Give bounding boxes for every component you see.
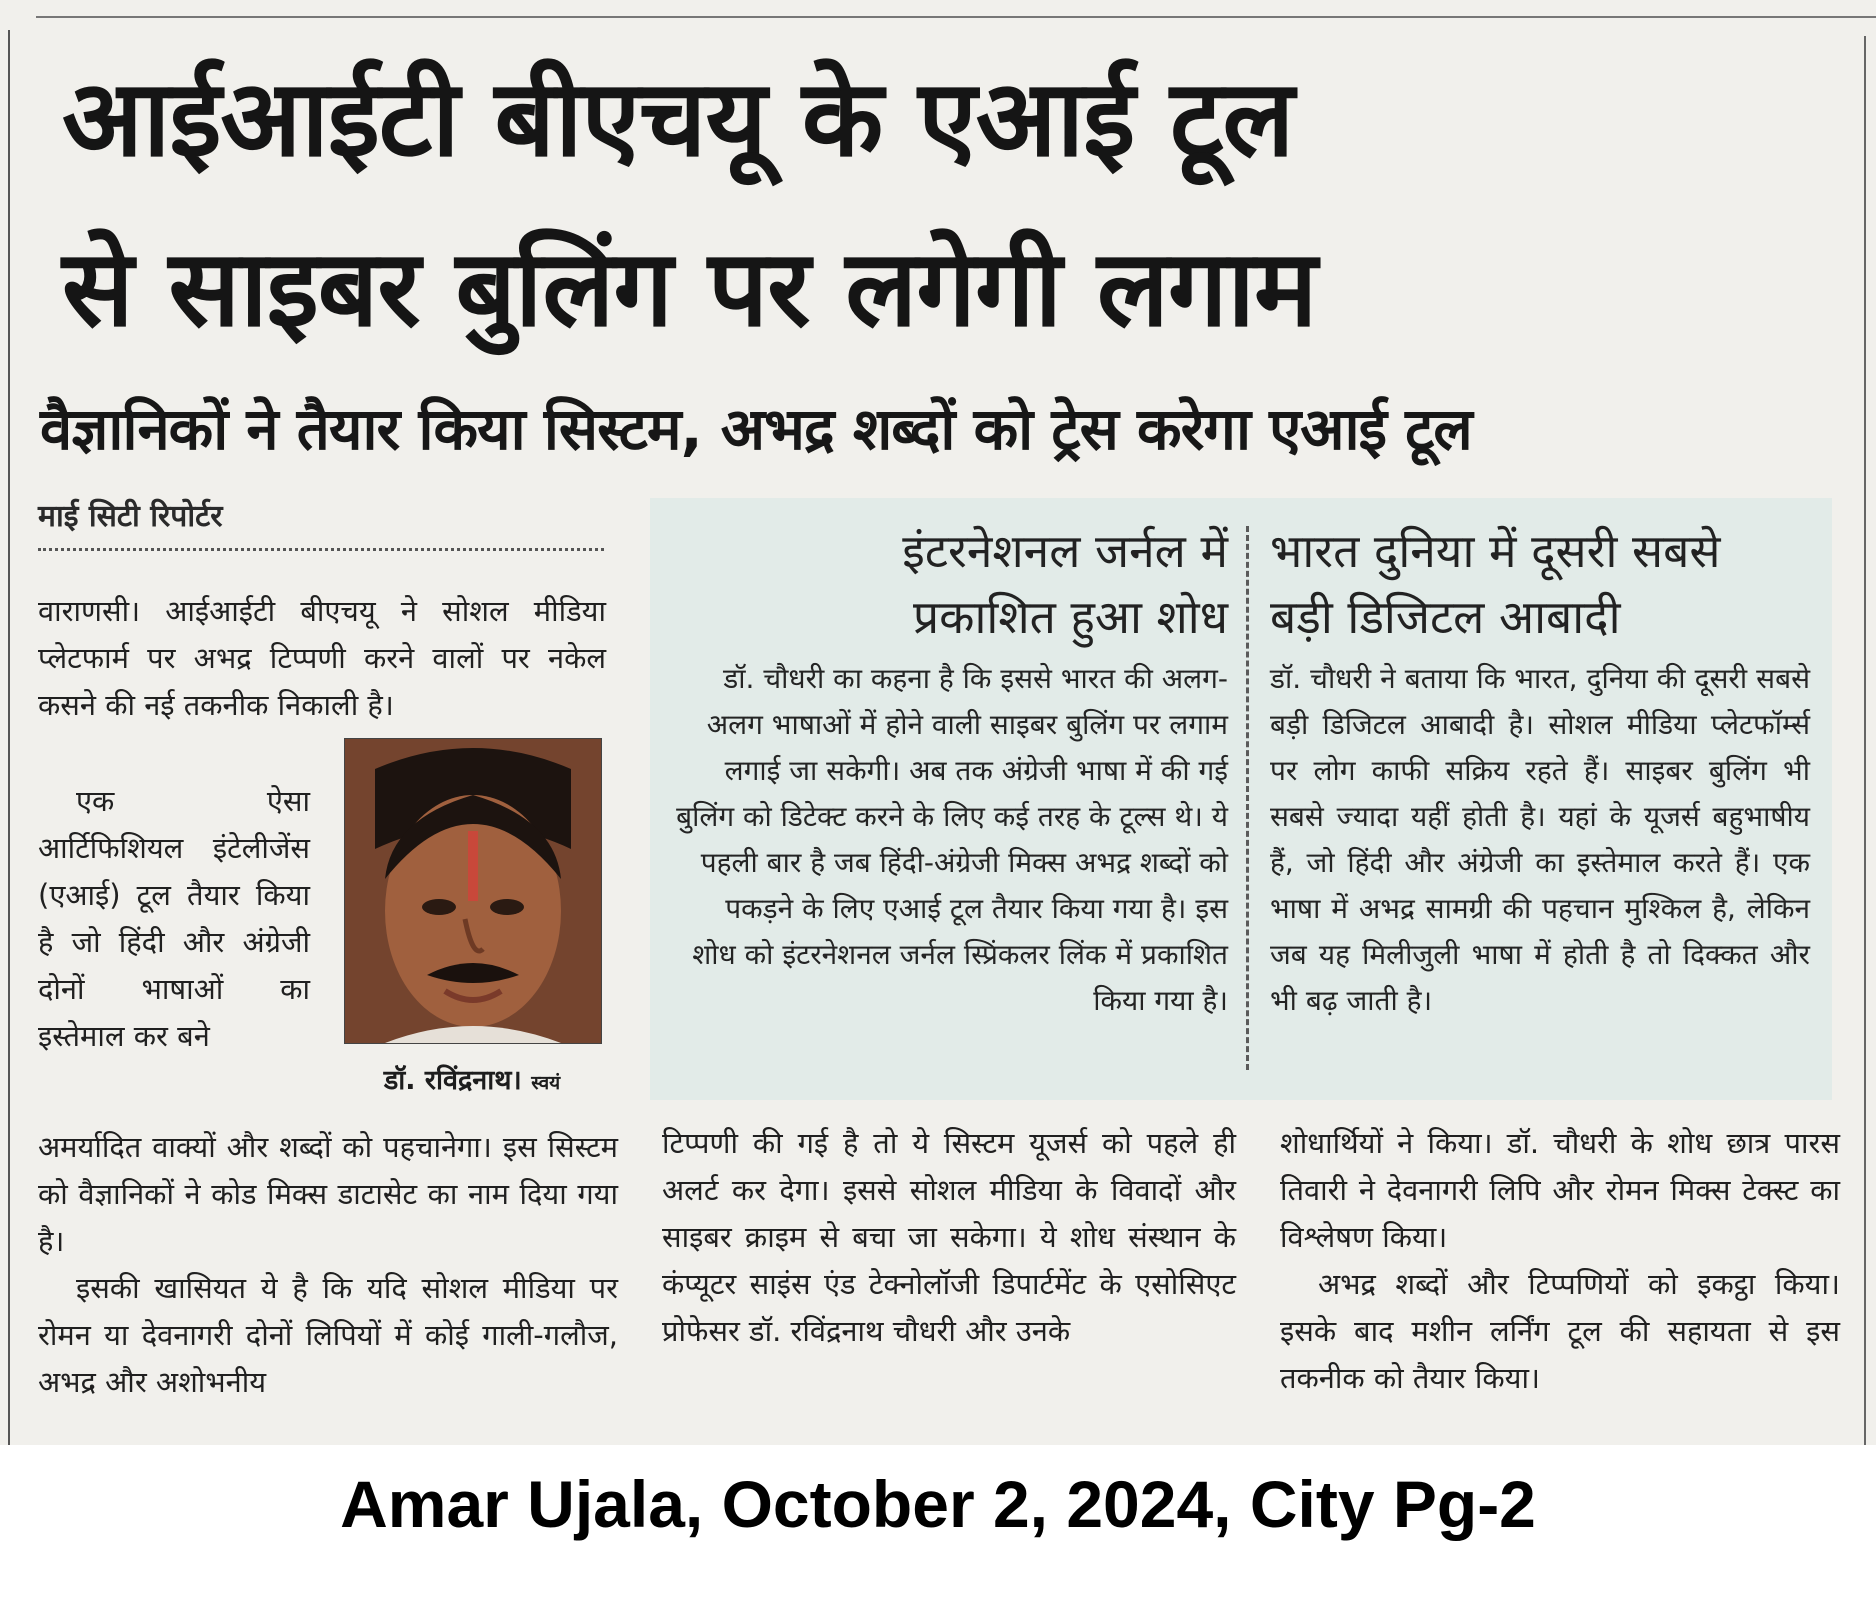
headline-line-2: से साइबर बुलिंग पर लगेगी लगाम <box>62 227 1317 350</box>
box-right-heading-line-2: बड़ी डिजिटल आबादी <box>1270 590 1621 644</box>
left-border <box>8 30 10 1445</box>
byline-divider <box>38 548 604 551</box>
box-right-heading-line-1: भारत दुनिया में दूसरी सबसे <box>1270 524 1721 578</box>
column-1-wrap <box>38 778 310 1060</box>
box-left-heading-line-2: प्रकाशित हुआ शोध <box>913 590 1228 644</box>
paragraph-2-end: अमर्यादित वाक्यों और शब्दों को पहचानेगा। इस सिस्टम को वैज्ञानिकों ने कोड मिक्स डाटासेट का नाम दिया गया है। <box>38 1130 618 1258</box>
photo-caption <box>344 1060 600 1097</box>
source-caption: Amar Ujala, October 2, 2024, City Pg-2 <box>340 1467 1536 1541</box>
box-left-body: डॉ. चौधरी का कहना है कि इससे भारत की अलग-अलग भाषाओं में होने वाली साइबर बुलिंग पर लगाम लगाई जा सकेगी। अब तक अंग्रेजी भाषा में की गई बुलिंग को डिटेक्ट करने के लिए कई तरह के टूल्स थे। ये पहली बार है जब हिंदी-अंग्रेजी मिक्स अभद्र शब्दों को पकड़ने के लिए एआई टूल तैयार किया गया है। इस शोध को इंटरनेशनल जर्नल स्प्रिंकलर लिंक में प्रकाशित किया गया है। <box>676 662 1228 1017</box>
box-right-body: डॉ. चौधरी ने बताया कि भारत, दुनिया की दूसरी सबसे बड़ी डिजिटल आबादी है। सोशल मीडिया प्लेटफॉर्म्स पर लोग काफी सक्रिय रहते हैं। साइबर बुलिंग भी सबसे ज्यादा यहीं होती है। यहां के यूजर्स बहुभाषीय हैं, जो हिंदी और अंग्रेजी का इस्तेमाल करते हैं। एक भाषा में अभद्र सामग्री की पहचान मुश्किल है, लेकिन जब यह मिलीजुली भाषा में होती है तो दिक्कत और भी बढ़ जाती है। <box>1270 662 1810 1017</box>
column-2 <box>662 1120 1236 1355</box>
paragraph-2-wrap: एक ऐसा आर्टिफिशियल इंटेलीजेंस (एआई) टूल तैयार किया है जो हिंदी और अंग्रेजी दोनों भाषाओं का इस्तेमाल कर बने <box>38 784 310 1053</box>
headline-line-1: आईआईटी बीएचयू के एआई टूल <box>62 57 1294 180</box>
box-left-heading <box>680 518 1228 650</box>
box-right-heading <box>1270 518 1810 650</box>
caption-name: डॉ. रविंद्रनाथ। <box>383 1065 522 1096</box>
right-border <box>1864 36 1866 1445</box>
subheadline: वैज्ञानिकों ने तैयार किया सिस्टम, अभद्र शब्दों को ट्रेस करेगा एआई टूल <box>40 395 1472 463</box>
column-3 <box>1280 1120 1840 1402</box>
caption-credit: स्वयं <box>531 1072 561 1094</box>
portrait-photo <box>344 738 602 1044</box>
column-3-paragraph-1: शोधार्थियों ने किया। डॉ. चौधरी के शोध छात्र पारस तिवारी ने देवनागरी लिपि और रोमन मिक्स टेक्स्ट का विश्लेषण किया। <box>1280 1126 1840 1254</box>
portrait-image <box>345 739 601 1043</box>
box-left-heading-line-1: इंटरनेशनल जर्नल में <box>902 524 1228 578</box>
byline: माई सिटी रिपोर्टर <box>38 499 223 534</box>
intro-paragraph: वाराणसी। आईआईटी बीएचयू ने सोशल मीडिया प्लेटफार्म पर अभद्र टिप्पणी करने वालों पर नकेल कसने की नई तकनीक निकाली है। <box>38 594 606 722</box>
box-divider <box>1246 526 1249 1070</box>
top-border <box>36 16 1876 18</box>
column-1-intro <box>38 588 606 729</box>
column-2-paragraph: टिप्पणी की गई है तो ये सिस्टम यूजर्स को पहले ही अलर्ट कर देगा। इससे सोशल मीडिया के विवादों और साइबर क्राइम से बचा जा सकेगा। ये शोध संस्थान के कंप्यूटर साइंस एंड टेक्नोलॉजी डिपार्टमेंट के एसोसिएट प्रोफेसर डॉ. रविंद्रनाथ चौधरी और उनके <box>662 1126 1236 1348</box>
column-1-continued <box>38 1124 618 1406</box>
column-3-paragraph-2: अभद्र शब्दों और टिप्पणियों को इकट्ठा किया। इसके बाद मशीन लर्निंग टूल की सहायता से इस तकनीक को तैयार किया। <box>1280 1267 1840 1395</box>
paragraph-3: इसकी खासियत ये है कि यदि सोशल मीडिया पर रोमन या देवनागरी दोनों लिपियों में कोई गाली-गलौज, अभद्र और अशोभनीय <box>38 1271 618 1399</box>
